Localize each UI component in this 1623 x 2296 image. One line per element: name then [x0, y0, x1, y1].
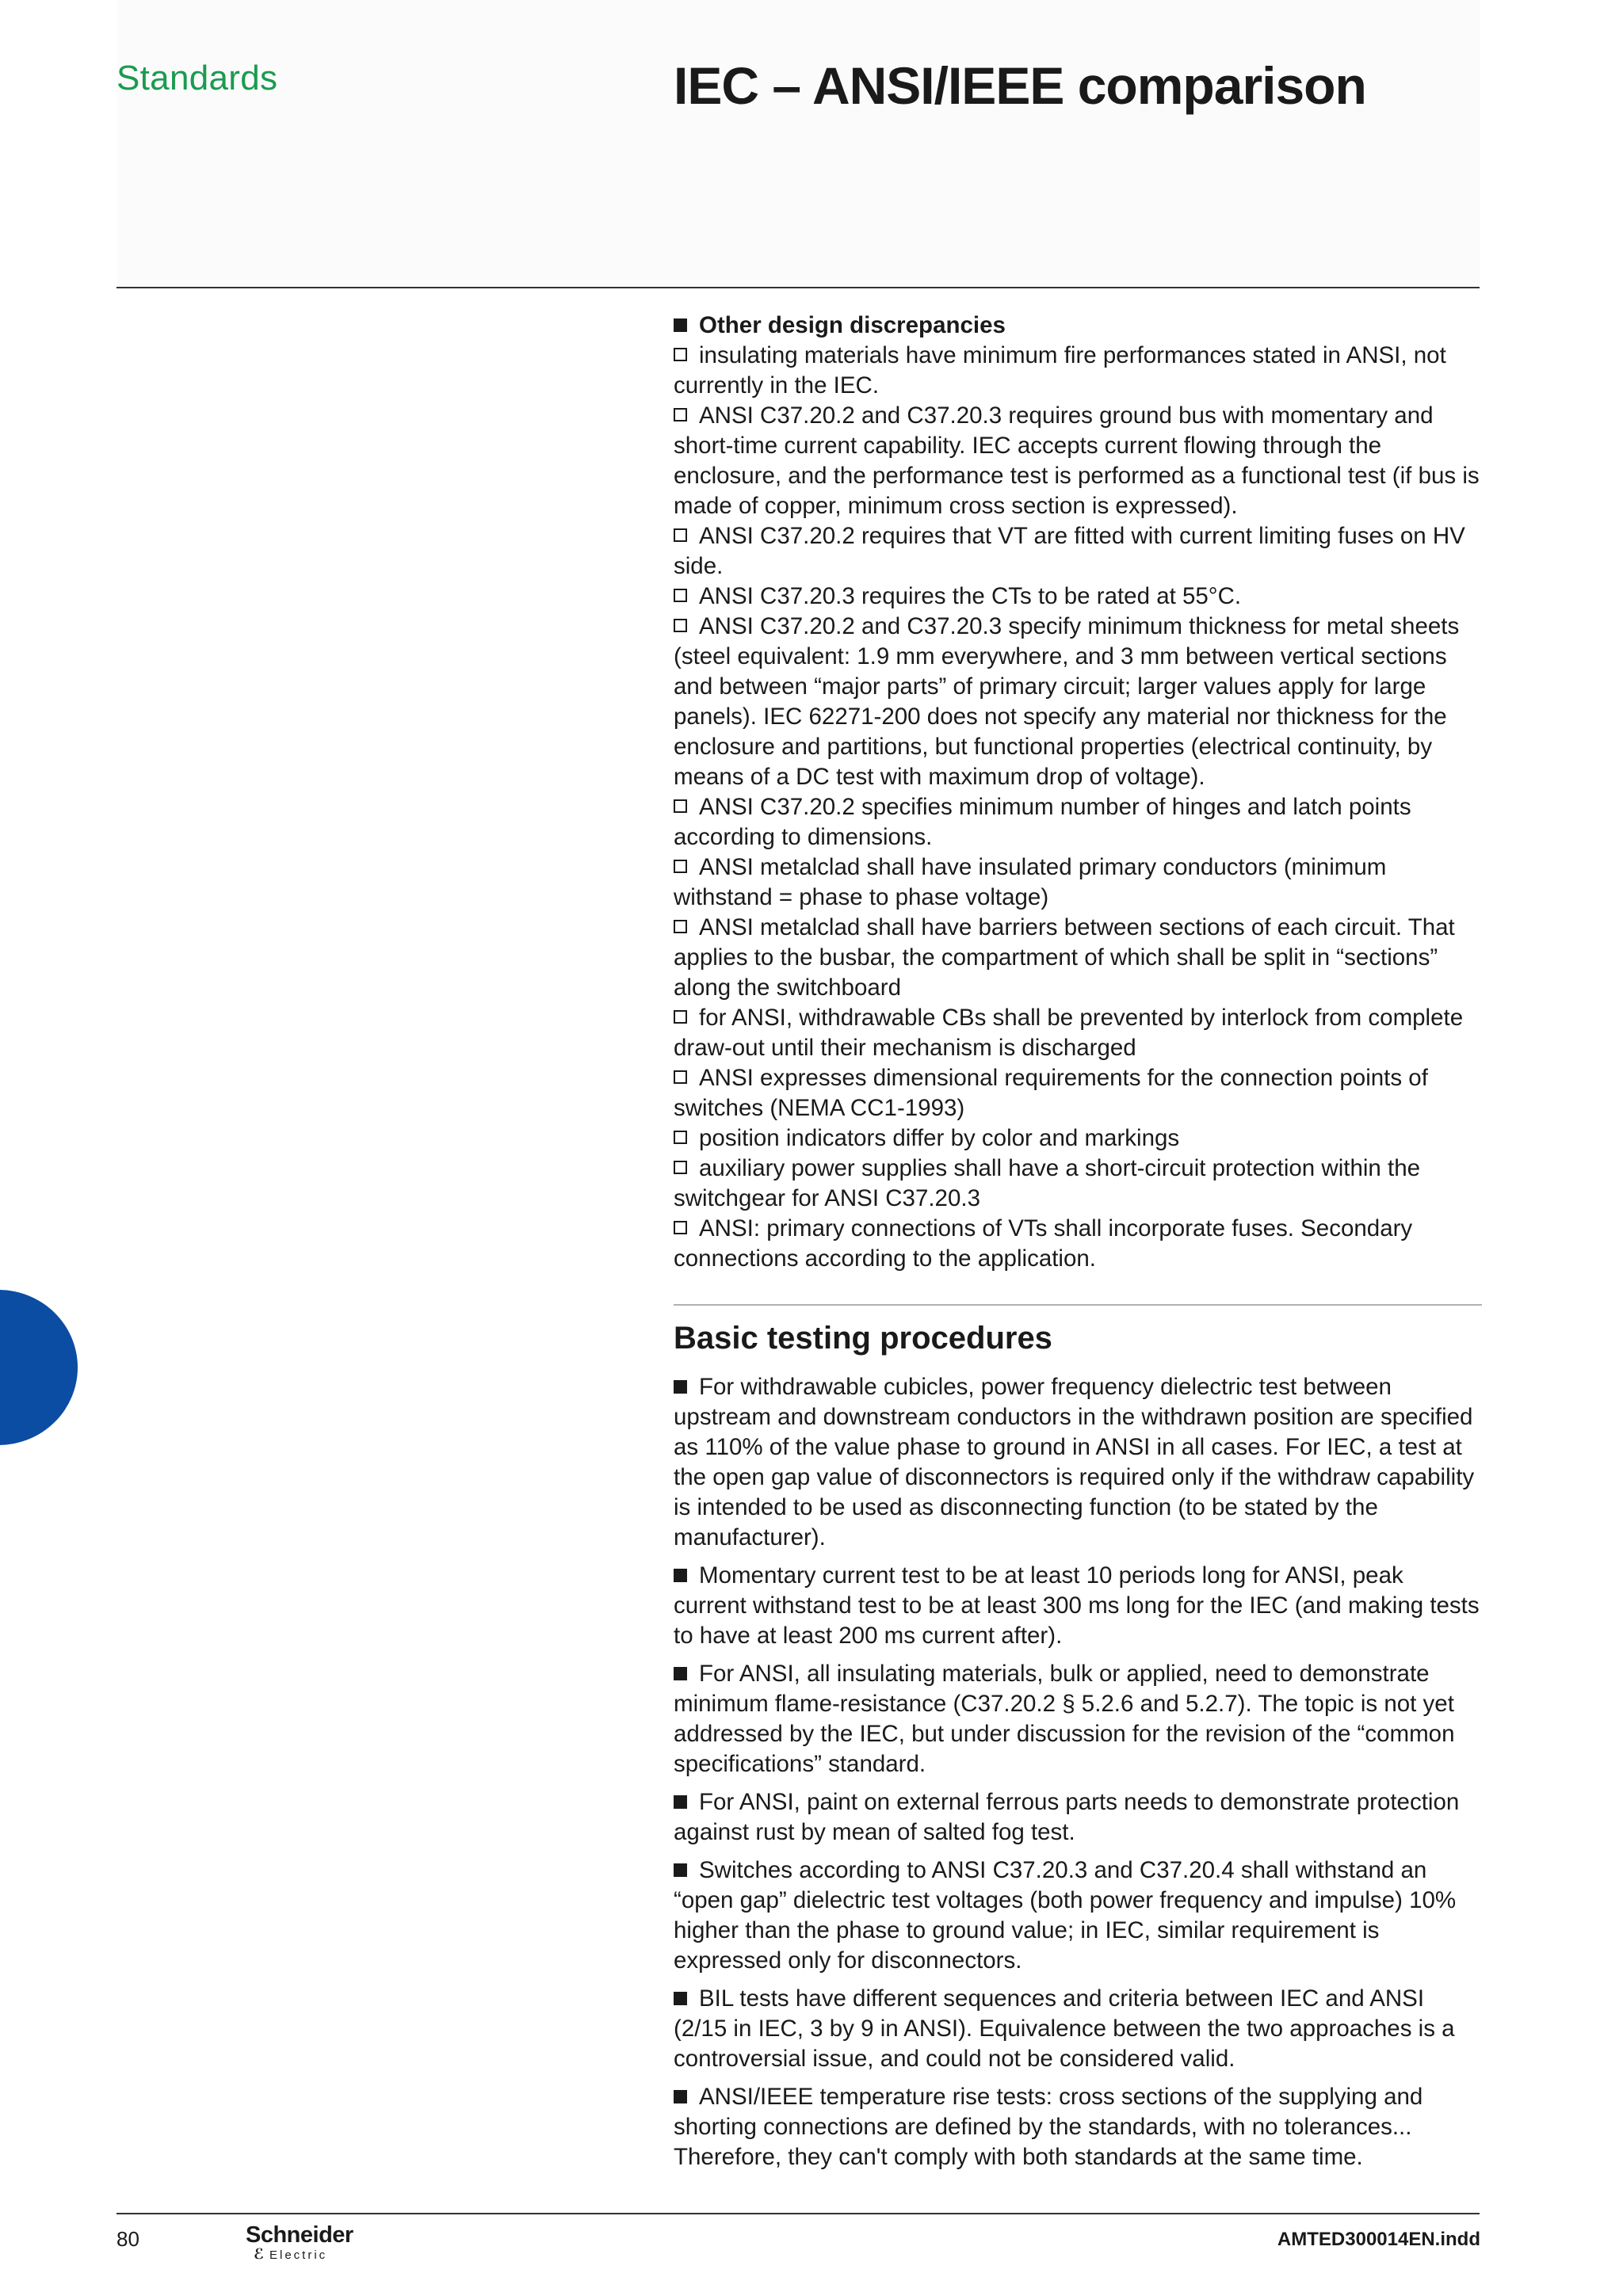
square-bullet-icon	[674, 1992, 687, 2005]
list-item: ANSI/IEEE temperature rise tests: cross sections of the supplying and shorting connections are defined by the standards, with no tolerances... Therefore, they can't comply with both standards at the same time.	[674, 2084, 1423, 2170]
list-item: ANSI C37.20.2 and C37.20.3 requires ground bus with momentary and short-time current capability. IEC accepts current flowing through the enclosure, and the performance test is performed as a functional test (if bus is made of copper, minimum cross section is expressed).	[674, 402, 1480, 519]
list-item: ANSI expresses dimensional requirements for the connection points of switches (NEMA CC1-1993)	[674, 1065, 1428, 1121]
list-item: For withdrawable cubicles, power frequency dielectric test between upstream and downstream conductors in the withdrawn position are specified as 110% of the value phase to ground in ANSI in all cases. For IEC, a test at the open gap value of disconnectors is required only if the withdraw capability is intended to be used as disconnecting function (to be stated by the manufacturer).	[674, 1374, 1475, 1550]
open-square-bullet-icon	[674, 408, 687, 421]
open-square-bullet-icon	[674, 799, 687, 813]
open-square-bullet-icon	[674, 1161, 687, 1174]
open-square-bullet-icon	[674, 860, 687, 873]
list-item: insulating materials have minimum fire performances stated in ANSI, not currently in the IEC.	[674, 342, 1446, 399]
list-item: Switches according to ANSI C37.20.3 and C37.20.4 shall withstand an “open gap” dielectric test voltages (both power frequency and impulse) 10% higher than the phase to ground value; in IEC, similar requirement is expressed only for disconnectors.	[674, 1857, 1457, 1974]
square-bullet-icon	[674, 1863, 687, 1877]
section-label: Standards	[116, 59, 278, 97]
page-number: 80	[116, 2227, 139, 2251]
list-item: ANSI C37.20.2 requires that VT are fitted with current limiting fuses on HV side.	[674, 523, 1465, 579]
list-item: ANSI C37.20.2 and C37.20.3 specify minimum thickness for metal sheets (steel equivalent: 1.9 mm everywhere, and 3 mm between vertical sections and between “major parts” of primary circuit; larger values apply for large panels). IEC 62271-200 does not specify any material nor thickness for the enclosure and partitions, but functional properties (electrical continuity, by means of a DC test with maximum drop of voltage).	[674, 613, 1460, 790]
list-item: auxiliary power supplies shall have a short-circuit protection within the switchgear for ANSI C37.20.3	[674, 1155, 1421, 1211]
list-item: ANSI metalclad shall have barriers between sections of each circuit. That applies to the busbar, the compartment of which shall be split in “sections” along the switchboard	[674, 914, 1455, 1001]
square-bullet-icon	[674, 1667, 687, 1680]
list-item: Momentary current test to be at least 10 periods long for ANSI, peak current withstand test to be at least 300 ms long for the IEC (and making tests to have at least 200 ms current after).	[674, 1562, 1480, 1649]
open-square-bullet-icon	[674, 1010, 687, 1024]
open-square-bullet-icon	[674, 528, 687, 542]
design-discrepancies-heading: Other design discrepancies	[674, 311, 1482, 341]
list-item: ANSI metalclad shall have insulated primary conductors (minimum withstand = phase to phase voltage)	[674, 854, 1387, 910]
header-divider	[116, 287, 1480, 288]
document-reference: AMTED300014EN.indd	[1277, 2229, 1480, 2250]
open-square-bullet-icon	[674, 589, 687, 602]
logo-subtitle: Electric	[269, 2248, 328, 2262]
square-bullet-icon	[674, 318, 687, 332]
square-bullet-icon	[674, 1569, 687, 1582]
list-item: For ANSI, all insulating materials, bulk or applied, need to demonstrate minimum flame-resistance (C37.20.2 § 5.2.6 and 5.2.7). The topic is not yet addressed by the IEC, but under discussion for the revision of the “common specifications” standard.	[674, 1661, 1455, 1777]
square-bullet-icon	[674, 1380, 687, 1394]
square-bullet-icon	[674, 1795, 687, 1809]
schneider-electric-logo	[246, 2222, 372, 2262]
list-item: ANSI C37.20.3 requires the CTs to be rated at 55°C.	[674, 582, 1482, 612]
design-discrepancies-list	[674, 341, 1482, 1274]
open-square-bullet-icon	[674, 1070, 687, 1084]
footer-divider	[116, 2213, 1480, 2214]
logo-mark-icon: ℰ	[254, 2246, 265, 2262]
testing-section-title: Basic testing procedures	[674, 1321, 1052, 1356]
page-title: IEC – ANSI/IEEE comparison	[674, 56, 1366, 115]
open-square-bullet-icon	[674, 348, 687, 361]
square-bullet-icon	[674, 2090, 687, 2103]
header-background	[117, 0, 1480, 287]
open-square-bullet-icon	[674, 920, 687, 933]
list-item: position indicators differ by color and markings	[674, 1123, 1482, 1154]
open-square-bullet-icon	[674, 1131, 687, 1144]
open-square-bullet-icon	[674, 619, 687, 632]
section-divider	[674, 1304, 1482, 1306]
side-chapter-tab	[0, 1290, 78, 1445]
list-item: ANSI: primary connections of VTs shall incorporate fuses. Secondary connections according to the application.	[674, 1215, 1413, 1272]
open-square-bullet-icon	[674, 1221, 687, 1234]
list-item: BIL tests have different sequences and criteria between IEC and ANSI (2/15 in IEC, 3 by 9 in ANSI). Equivalence between the two approaches is a controversial issue, and could not be considered valid.	[674, 1985, 1455, 2072]
list-item: for ANSI, withdrawable CBs shall be prevented by interlock from complete draw-out until their mechanism is discharged	[674, 1005, 1464, 1061]
logo-wordmark: Schneider	[246, 2222, 353, 2248]
testing-procedures-list	[674, 1372, 1482, 2172]
main-content	[674, 311, 1482, 2180]
list-item: For ANSI, paint on external ferrous parts needs to demonstrate protection against rust by mean of salted fog test.	[674, 1789, 1460, 1845]
list-item: ANSI C37.20.2 specifies minimum number of hinges and latch points according to dimensions.	[674, 794, 1411, 850]
